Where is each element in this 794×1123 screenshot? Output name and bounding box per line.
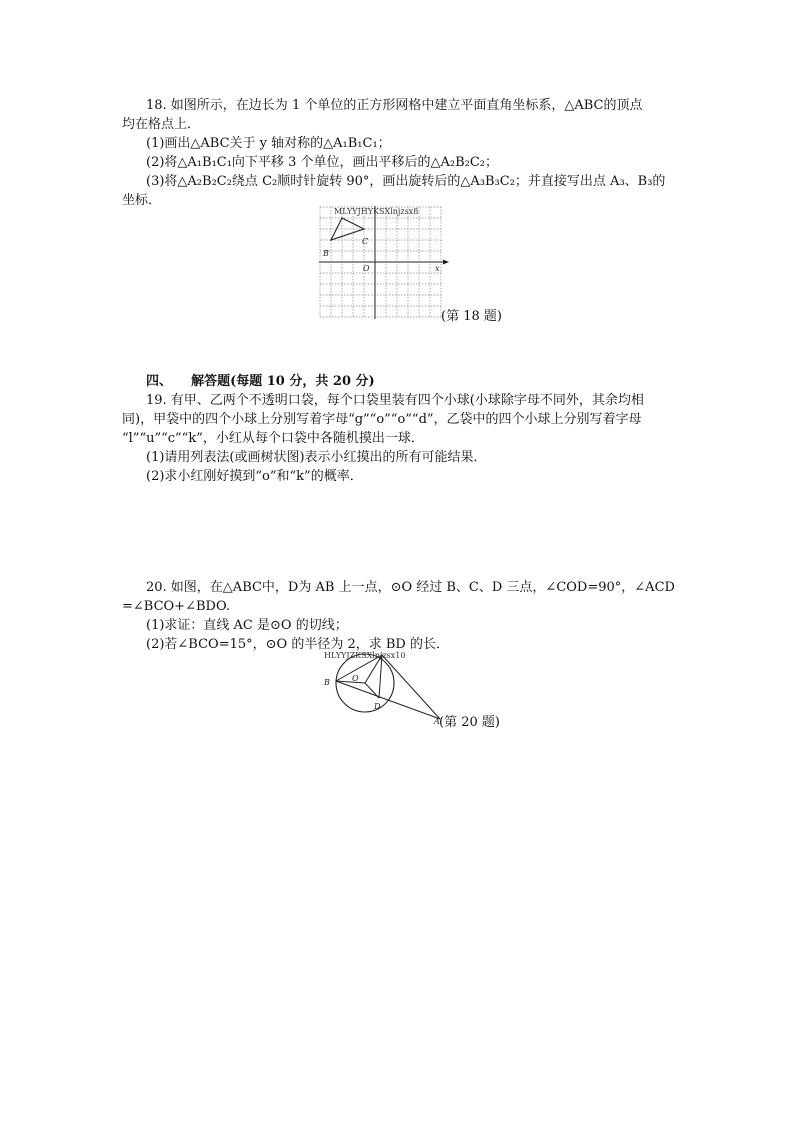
section-title: 解答题(每题 10 分，共 20 分) (191, 374, 375, 389)
q18-line-2: 均在格点上． (122, 117, 201, 132)
q19-sub-2: (2)求小红刚好摸到“o”和“k”的概率． (146, 469, 363, 484)
q19-sub-1: (1)请用列表法(或画树状图)表示小红摸出的所有可能结果． (146, 450, 487, 465)
q18-line-1: 18. 如图所示，在边长为 1 个单位的正方形网格中建立平面直角坐标系，△ABC的顶点 (146, 98, 643, 113)
label-x: x (435, 264, 440, 273)
q20-caption: (第 20 题) (439, 715, 500, 730)
label-b: B (324, 678, 330, 687)
section-heading (146, 373, 375, 391)
label-origin: O (363, 264, 370, 273)
segment-cd (379, 655, 382, 698)
q18-sub-3: (3)将△A₂B₂C₂绕点 C₂顺时针旋转 90°，画出旋转后的△A₃B₃C₂；并直接写出点 A₃、B₃的 (146, 174, 666, 189)
q18-grid-figure (318, 204, 450, 320)
q20-circle-figure (318, 648, 448, 726)
x-axis-arrow (443, 260, 449, 265)
q18-sub-1: (1)画出△ABC关于 y 轴对称的△A₁B₁C₁； (146, 136, 391, 151)
q20-watermark: HLYYJZKSXlnjzsx10 (324, 651, 406, 660)
q18-sub-2: (2)将△A₁B₁C₁向下平移 3 个单位，画出平移后的△A₂B₂C₂； (146, 155, 498, 170)
q18-sub-3-continued: 坐标． (122, 193, 162, 208)
q19-line-3: “l”“u”“c”“k”，小红从每个口袋中各随机摸出一球． (122, 431, 424, 446)
q19-line-2: 同)，甲袋中的四个小球上分别写着字母“g”“o”“o”“d”，乙袋中的四个小球上分别写着字母 (122, 412, 642, 427)
segment-ca (382, 655, 440, 719)
q20-line-1: 20. 如图，在△ABC中，D为 AB 上一点，⊙O 经过 B、C、D 三点，∠COD=90°，∠ACD (146, 580, 675, 595)
label-o: O (352, 674, 359, 683)
q20-line-2: =∠BCO+∠BDO. (122, 599, 230, 614)
label-c: C (362, 237, 369, 246)
label-b: B (323, 249, 329, 258)
q20-sub-1: (1)求证：直线 AC 是⊙O 的切线； (146, 618, 348, 633)
segment-ba (336, 681, 440, 719)
label-a: A (434, 717, 440, 726)
q18-caption: (第 18 题) (441, 309, 502, 324)
label-d: D (374, 702, 381, 711)
q18-watermark: MLYYJHYKSXlnjzsx8 (334, 207, 419, 216)
segment-od (365, 683, 379, 698)
q19-line-1: 19. 有甲、乙两个不透明口袋，每个口袋里装有四个小球(小球除字母不同外，其余均相 (146, 393, 644, 408)
q20-sub-2: (2)若∠BCO=15°，⊙O 的半径为 2，求 BD 的长． (146, 637, 449, 652)
section-number: 四、 (146, 374, 173, 389)
